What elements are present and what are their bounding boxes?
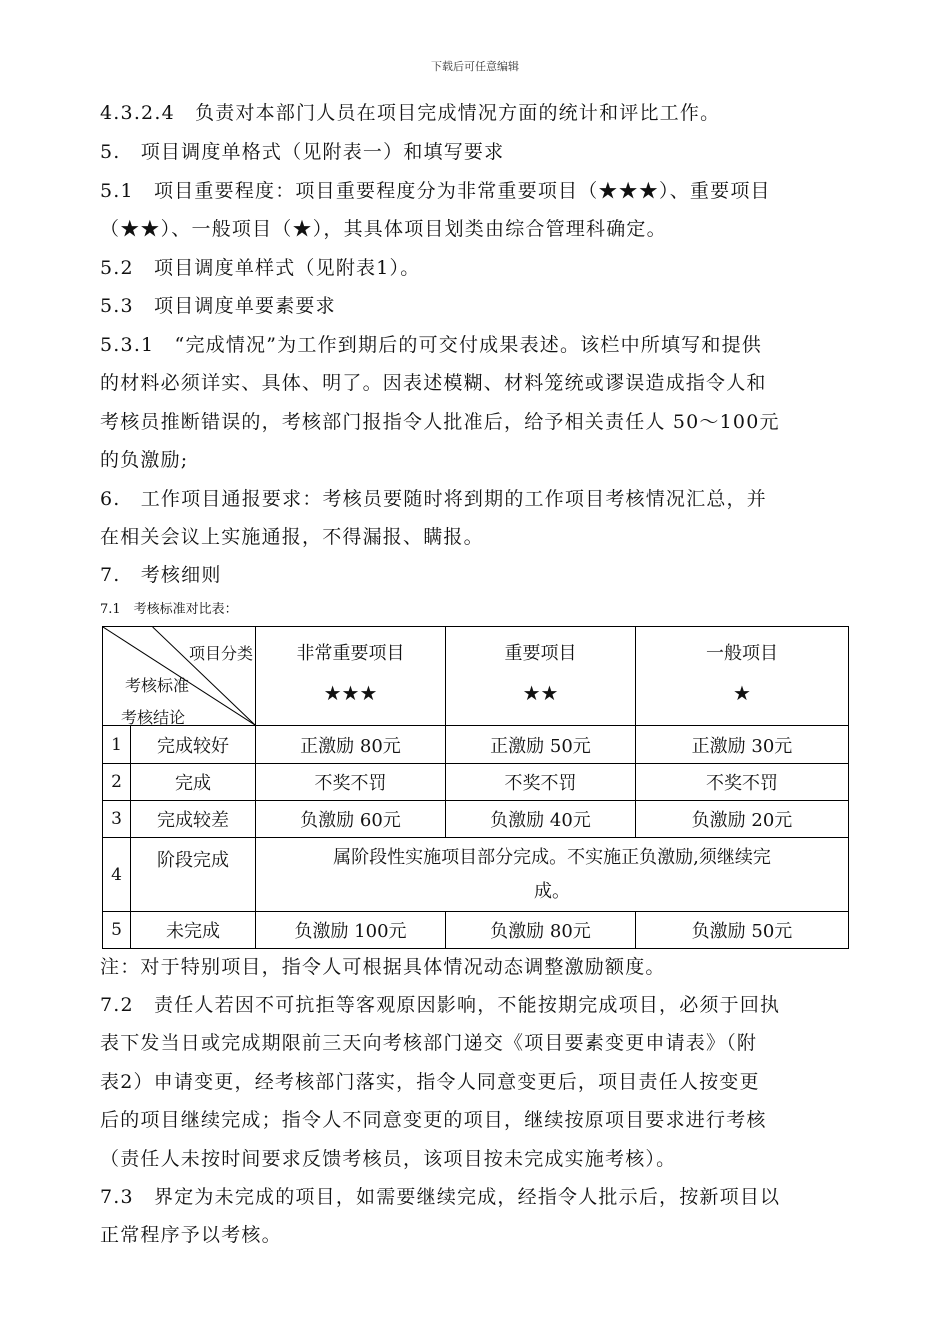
row-cell-very-important: 负激励 60元 <box>256 801 446 838</box>
row-number: 4 <box>103 838 131 912</box>
table-row <box>103 764 849 801</box>
paragraph-5-1-line2: （★★）、一般项目（★），其具体项目划类由综合管理科确定。 <box>100 218 667 240</box>
section-5-heading: 5. 项目调度单格式（见附表一）和填写要求 <box>100 141 505 163</box>
paragraph-7-3-line1: 7.3 界定为未完成的项目，如需要继续完成，经指令人批示后，按新项目以 <box>100 1186 781 1208</box>
row-cell-very-important: 正激励 80元 <box>256 726 446 764</box>
row-number: 5 <box>103 912 131 949</box>
table-row <box>103 801 849 838</box>
paragraph-7-2-line1: 7.2 责任人若因不可抗拒等客观原因影响，不能按期完成项目，必须于回执 <box>100 994 781 1016</box>
row-label: 完成较差 <box>131 801 256 838</box>
header-note: 下载后可任意编辑 <box>431 60 519 73</box>
paragraph-4-3-2-4: 4.3.2.4 负责对本部门人员在项目完成情况方面的统计和评比工作。 <box>100 102 721 124</box>
merged-text-line2: 成。 <box>534 880 570 902</box>
paragraph-5-2: 5.2 项目调度单样式（见附表1）。 <box>100 257 421 279</box>
table-row <box>103 838 849 912</box>
paragraph-5-3-1-line2: 的材料必须详实、具体、明了。因表述模糊、材料笼统或谬误造成指令人和 <box>100 372 767 394</box>
row-cell-important: 负激励 80元 <box>446 912 636 949</box>
header-general-stars: ★ <box>733 681 751 705</box>
row-number: 3 <box>103 801 131 838</box>
paragraph-5-3-1-line4: 的负激励; <box>100 449 189 471</box>
row-cell-important: 负激励 40元 <box>446 801 636 838</box>
row-merged-cell <box>256 838 849 912</box>
paragraph-7-2-line4: 后的项目继续完成；指令人不同意变更的项目，继续按原项目要求进行考核 <box>100 1109 767 1131</box>
paragraph-7-2-line3: 表2）申请变更，经考核部门落实，指令人同意变更后，项目责任人按变更 <box>100 1071 760 1093</box>
paragraph-5-3-1-line3: 考核员推断错误的，考核部门报指令人批准后，给予相关责任人 50～100元 <box>100 411 780 433</box>
header-important-title: 重要项目 <box>504 643 577 664</box>
diagonal-header-cell <box>103 627 256 726</box>
merged-text-line1: 属阶段性实施项目部分完成。不实施正负激励,须继续完 <box>333 846 771 868</box>
header-very-important-stars: ★★★ <box>323 681 378 705</box>
header-very-important-title: 非常重要项目 <box>296 643 405 664</box>
row-cell-important: 不奖不罚 <box>446 764 636 801</box>
header-very-important <box>256 627 446 726</box>
header-general-title: 一般项目 <box>706 643 778 664</box>
row-label: 完成 <box>131 764 256 801</box>
row-label: 未完成 <box>131 912 256 949</box>
subsection-7-1: 7.1 考核标准对比表： <box>100 602 238 617</box>
row-number: 1 <box>103 726 131 764</box>
diag-label-category: 项目分类 <box>188 644 253 663</box>
paragraph-7-2-line2: 表下发当日或完成期限前三天向考核部门递交《项目要素变更申请表》（附 <box>100 1032 758 1054</box>
diag-label-standard: 考核标准 <box>125 676 190 695</box>
table-row <box>103 726 849 764</box>
row-cell-very-important: 负激励 100元 <box>256 912 446 949</box>
table-header-row <box>103 627 849 726</box>
row-cell-very-important: 不奖不罚 <box>256 764 446 801</box>
row-label: 完成较好 <box>131 726 256 764</box>
table-note: 注：对于特别项目，指令人可根据具体情况动态调整激励额度。 <box>100 956 666 978</box>
row-cell-general: 负激励 20元 <box>636 801 849 838</box>
row-cell-general: 正激励 30元 <box>636 726 849 764</box>
paragraph-5-3: 5.3 项目调度单要素要求 <box>100 295 336 317</box>
header-general <box>636 627 849 726</box>
section-7-heading: 7. 考核细则 <box>100 564 222 586</box>
row-cell-general: 负激励 50元 <box>636 912 849 949</box>
paragraph-7-2-line5: （责任人未按时间要求反馈考核员，该项目按未完成实施考核）。 <box>100 1148 677 1170</box>
paragraph-5-3-1-line1: 5.3.1 “完成情况”为工作到期后的可交付成果表述。该栏中所填写和提供 <box>100 334 762 356</box>
header-important <box>446 627 636 726</box>
row-cell-important: 正激励 50元 <box>446 726 636 764</box>
paragraph-6-line1: 6. 工作项目通报要求：考核员要随时将到期的工作项目考核情况汇总，并 <box>100 488 767 510</box>
assessment-standard-table <box>102 626 849 949</box>
paragraph-7-3-line2: 正常程序予以考核。 <box>100 1224 282 1246</box>
table-row <box>103 912 849 949</box>
row-number: 2 <box>103 764 131 801</box>
row-label: 阶段完成 <box>131 838 256 912</box>
paragraph-6-line2: 在相关会议上实施通报，不得漏报、瞒报。 <box>100 526 484 548</box>
header-important-stars: ★★ <box>522 681 559 705</box>
row-cell-general: 不奖不罚 <box>636 764 849 801</box>
diag-label-conclusion: 考核结论 <box>121 708 186 727</box>
paragraph-5-1-line1: 5.1 项目重要程度：项目重要程度分为非常重要项目（★★★）、重要项目 <box>100 180 771 202</box>
